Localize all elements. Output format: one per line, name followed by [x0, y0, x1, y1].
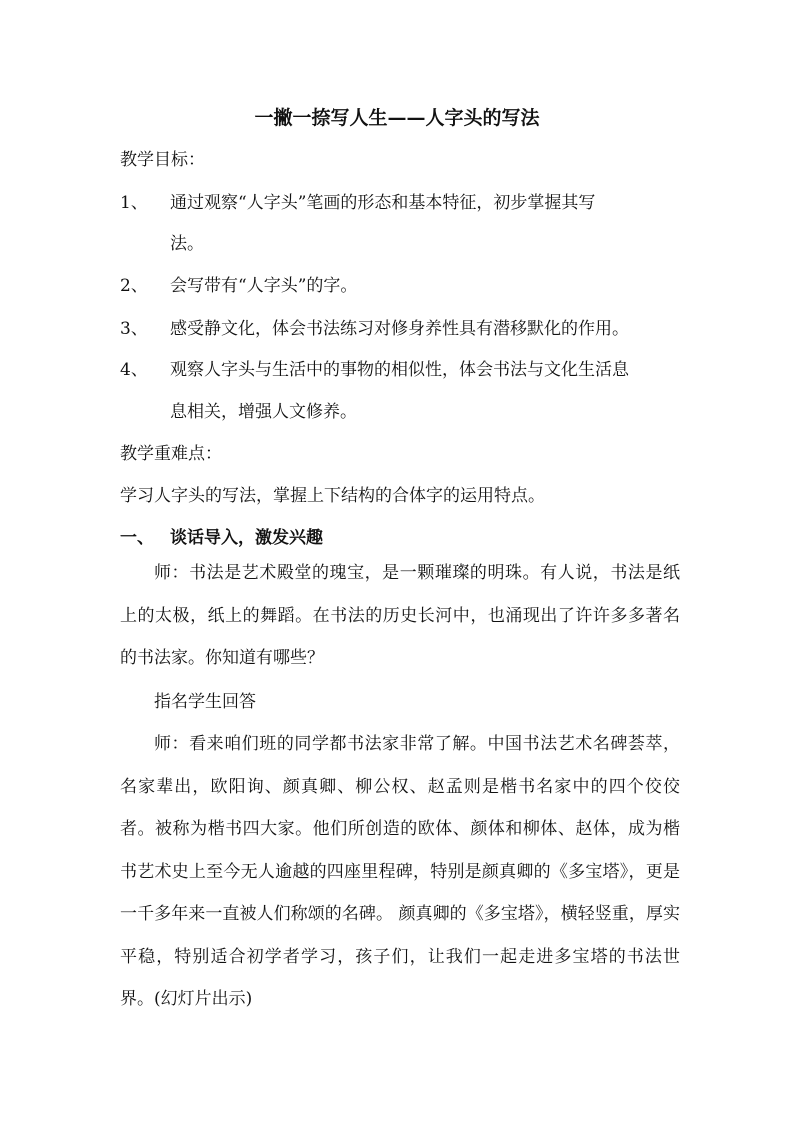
section-heading	[120, 524, 323, 552]
teacher-paragraph-1: 师：书法是艺术殿堂的瑰宝，是一颗璀璨的明珠。有人说，书法是纸上的太极，纸上的舞蹈。在书法的历史长河中，也涌现出了许许多多著名的书法家。你知道有哪些？	[120, 563, 680, 668]
teacher-paragraph-2: 师：看来咱们班的同学都书法家非常了解。中国书法艺术名碑荟萃，名家辈出，欧阳询、颜真卿、柳公权、赵孟则是楷书名家中的四个佼佼者。被称为楷书四大家。他们所创造的欧体、颜体和柳体、赵体，成为楷书艺术史上至今无人逾越的四座里程碑，特别是颜真卿的《多宝塔》，更是一千多年来一直被人们称颂的名碑。 颜真卿的《多宝塔》，横轻竖重，厚实平稳，特别适合初学者学习，孩子们，让我们一起走进多宝塔的书法世界。(幻灯片出示)	[120, 734, 680, 1009]
objective-text-continued: 法。	[170, 234, 204, 254]
objective-text: 通过观察“人字头”笔画的形态和基本特征，初步掌握其写	[170, 193, 596, 213]
document-title: 一撇一捺写人生——人字头的写法	[254, 107, 540, 129]
key-points-label: 教学重难点：	[120, 444, 222, 464]
objective-number: 3、	[120, 319, 148, 339]
key-points-text: 学习人字头的写法，掌握上下结构的合体字的运用特点。	[120, 486, 545, 506]
objective-number: 1、	[120, 193, 148, 213]
objective-text: 感受静文化，体会书法练习对修身养性具有潜移默化的作用。	[170, 319, 629, 339]
objective-text: 会写带有“人字头”的字。	[170, 276, 358, 296]
student-answer-note: 指名学生回答	[154, 692, 256, 712]
objective-text-continued: 息相关，增强人文修养。	[170, 402, 357, 422]
objectives-label: 教学目标：	[120, 150, 205, 170]
objective-number: 2、	[120, 276, 148, 296]
section-title: 谈话导入，激发兴趣	[170, 528, 323, 548]
objective-text: 观察人字头与生活中的事物的相似性，体会书法与文化生活息	[170, 360, 629, 380]
objective-number: 4、	[120, 360, 148, 380]
section-number: 一、	[120, 528, 154, 548]
